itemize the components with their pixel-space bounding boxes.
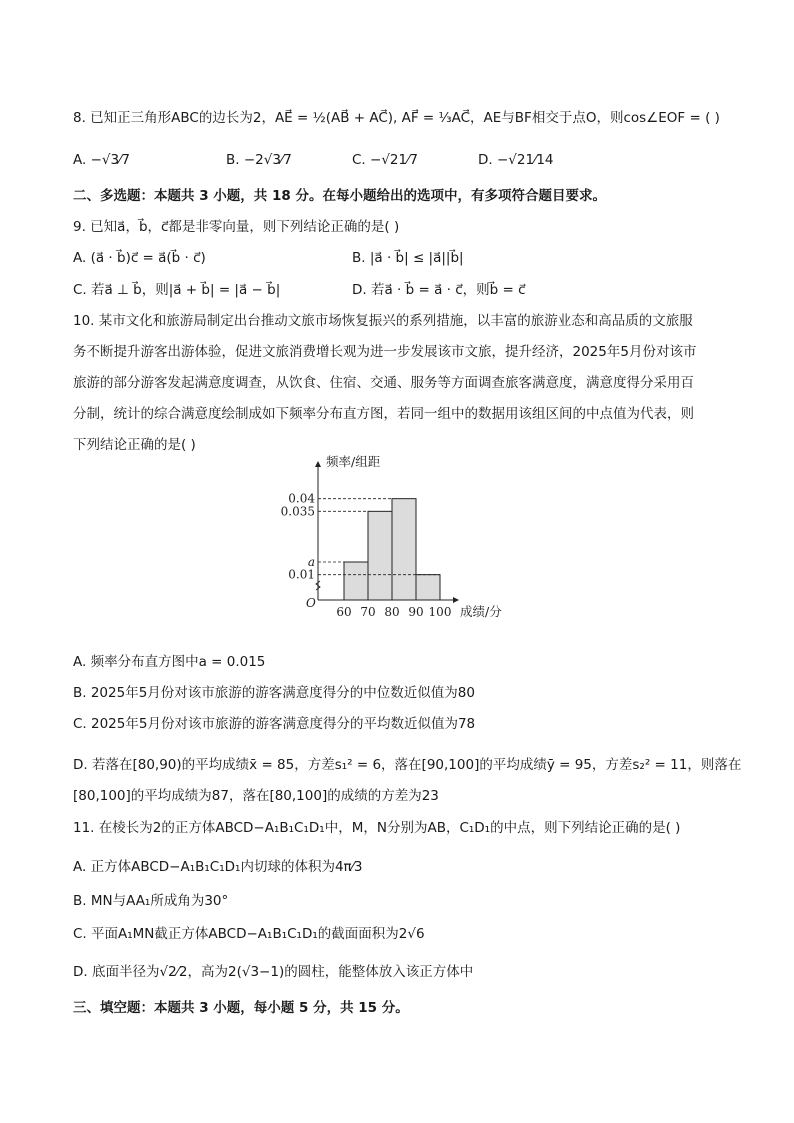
q8-option-b: B. −2√3⁄7 xyxy=(226,152,292,168)
q11-option-c: C. 平面A₁MN截正方体ABCD−A₁B₁C₁D₁的截面面积为2√6 xyxy=(73,926,425,942)
q10-stem-line-5: 下列结论正确的是( ) xyxy=(73,437,196,453)
q10-option-d-line-1: D. 若落在[80,90)的平均成绩x̄ = 85，方差s₁² = 6，落在[90,100]的平均成绩ȳ = 95，方差s₂² = 11，则落在 xyxy=(73,757,742,773)
x-tick-label: 90 xyxy=(408,605,424,619)
section-fill-blank-header: 三、填空题：本题共 3 小题，每小题 5 分，共 15 分。 xyxy=(73,1000,409,1016)
q9-option-a: A. (a⃗ · b⃗)c⃗ = a⃗(b⃗ · c⃗) xyxy=(73,250,206,266)
q11-option-d: D. 底面半径为√2⁄2，高为2(√3−1)的圆柱，能整体放入该正方体中 xyxy=(73,964,474,980)
q10-stem-line-2: 务不断提升游客出游体验，促进文旅消费增长观为进一步发展该市文旅，提升经济，2025年5月份对该市 xyxy=(73,344,697,360)
y-axis-label: 频率/组距 xyxy=(326,454,381,469)
x-tick-label: 60 xyxy=(336,605,352,619)
x-axis-label: 成绩/分 xyxy=(460,604,502,619)
q10-option-b: B. 2025年5月份对该市旅游的游客满意度得分的中位数近似值为80 xyxy=(73,685,475,701)
q9-option-d: D. 若a⃗ · b⃗ = a⃗ · c⃗，则b⃗ = c⃗ xyxy=(352,282,526,298)
q8-option-a: A. −√3⁄7 xyxy=(73,152,130,168)
q9-option-c: C. 若a⃗ ⊥ b⃗，则|a⃗ + b⃗| = |a⃗ − b⃗| xyxy=(73,282,281,298)
y-tick-label: 0.01 xyxy=(288,567,315,582)
q10-option-c: C. 2025年5月份对该市旅游的游客满意度得分的平均数近似值为78 xyxy=(73,716,476,732)
q11-stem: 11. 在棱长为2的正方体ABCD−A₁B₁C₁D₁中，M，N分别为AB，C₁D₁的中点，则下列结论正确的是( ) xyxy=(73,820,681,836)
q10-stem-line-1: 10. 某市文化和旅游局制定出台推动文旅市场恢复振兴的系列措施，以丰富的旅游业态和高品质的文旅服 xyxy=(73,313,693,329)
q9-option-b: B. |a⃗ · b⃗| ≤ |a⃗||b⃗| xyxy=(352,250,464,266)
x-tick-label: 80 xyxy=(384,605,400,619)
x-tick-label: 70 xyxy=(360,605,376,619)
histogram-bar-[90,100] xyxy=(416,575,440,600)
q10-stem-line-4: 分制，统计的综合满意度绘制成如下频率分布直方图，若同一组中的数据用该组区间的中点值为代表，则 xyxy=(73,406,694,422)
y-tick-label: 0.035 xyxy=(280,504,315,519)
histogram-bar-[70,80) xyxy=(368,511,392,600)
frequency-histogram xyxy=(280,450,520,625)
q11-option-a: A. 正方体ABCD−A₁B₁C₁D₁内切球的体积为4π⁄3 xyxy=(73,859,363,875)
q8-option-c: C. −√21⁄7 xyxy=(352,152,418,168)
q9-stem: 9. 已知a⃗，b⃗，c⃗都是非零向量，则下列结论正确的是( ) xyxy=(73,219,400,235)
x-tick-label: 100 xyxy=(428,605,452,619)
origin-label: O xyxy=(306,596,316,610)
q11-option-b: B. MN与AA₁所成角为30° xyxy=(73,893,229,909)
axis-break-icon xyxy=(316,581,320,590)
histogram-bar-[60,70) xyxy=(344,562,368,600)
q10-option-d-line-2: [80,100]的平均成绩为87，落在[80,100]的成绩的方差为23 xyxy=(73,788,439,804)
y-tick-label: a xyxy=(307,555,315,569)
q8-option-d: D. −√21⁄14 xyxy=(478,152,554,168)
y-tick-label: 0.04 xyxy=(288,491,315,506)
section-multi-choice-header: 二、多选题：本题共 3 小题，共 18 分。在每小题给出的选项中，有多项符合题目要求。 xyxy=(73,188,606,204)
histogram-bar-[80,90) xyxy=(392,499,416,600)
q10-option-a: A. 频率分布直方图中a = 0.015 xyxy=(73,654,266,670)
q8-stem: 8. 已知正三角形ABC的边长为2，AE⃗ = ½(AB⃗ + AC⃗), AF⃗ = ⅓AC⃗，AE与BF相交于点O，则cos∠EOF = ( ) xyxy=(73,110,720,126)
q10-stem-line-3: 旅游的部分游客发起满意度调查，从饮食、住宿、交通、服务等方面调查旅客满意度，满意度得分采用百 xyxy=(73,375,694,391)
